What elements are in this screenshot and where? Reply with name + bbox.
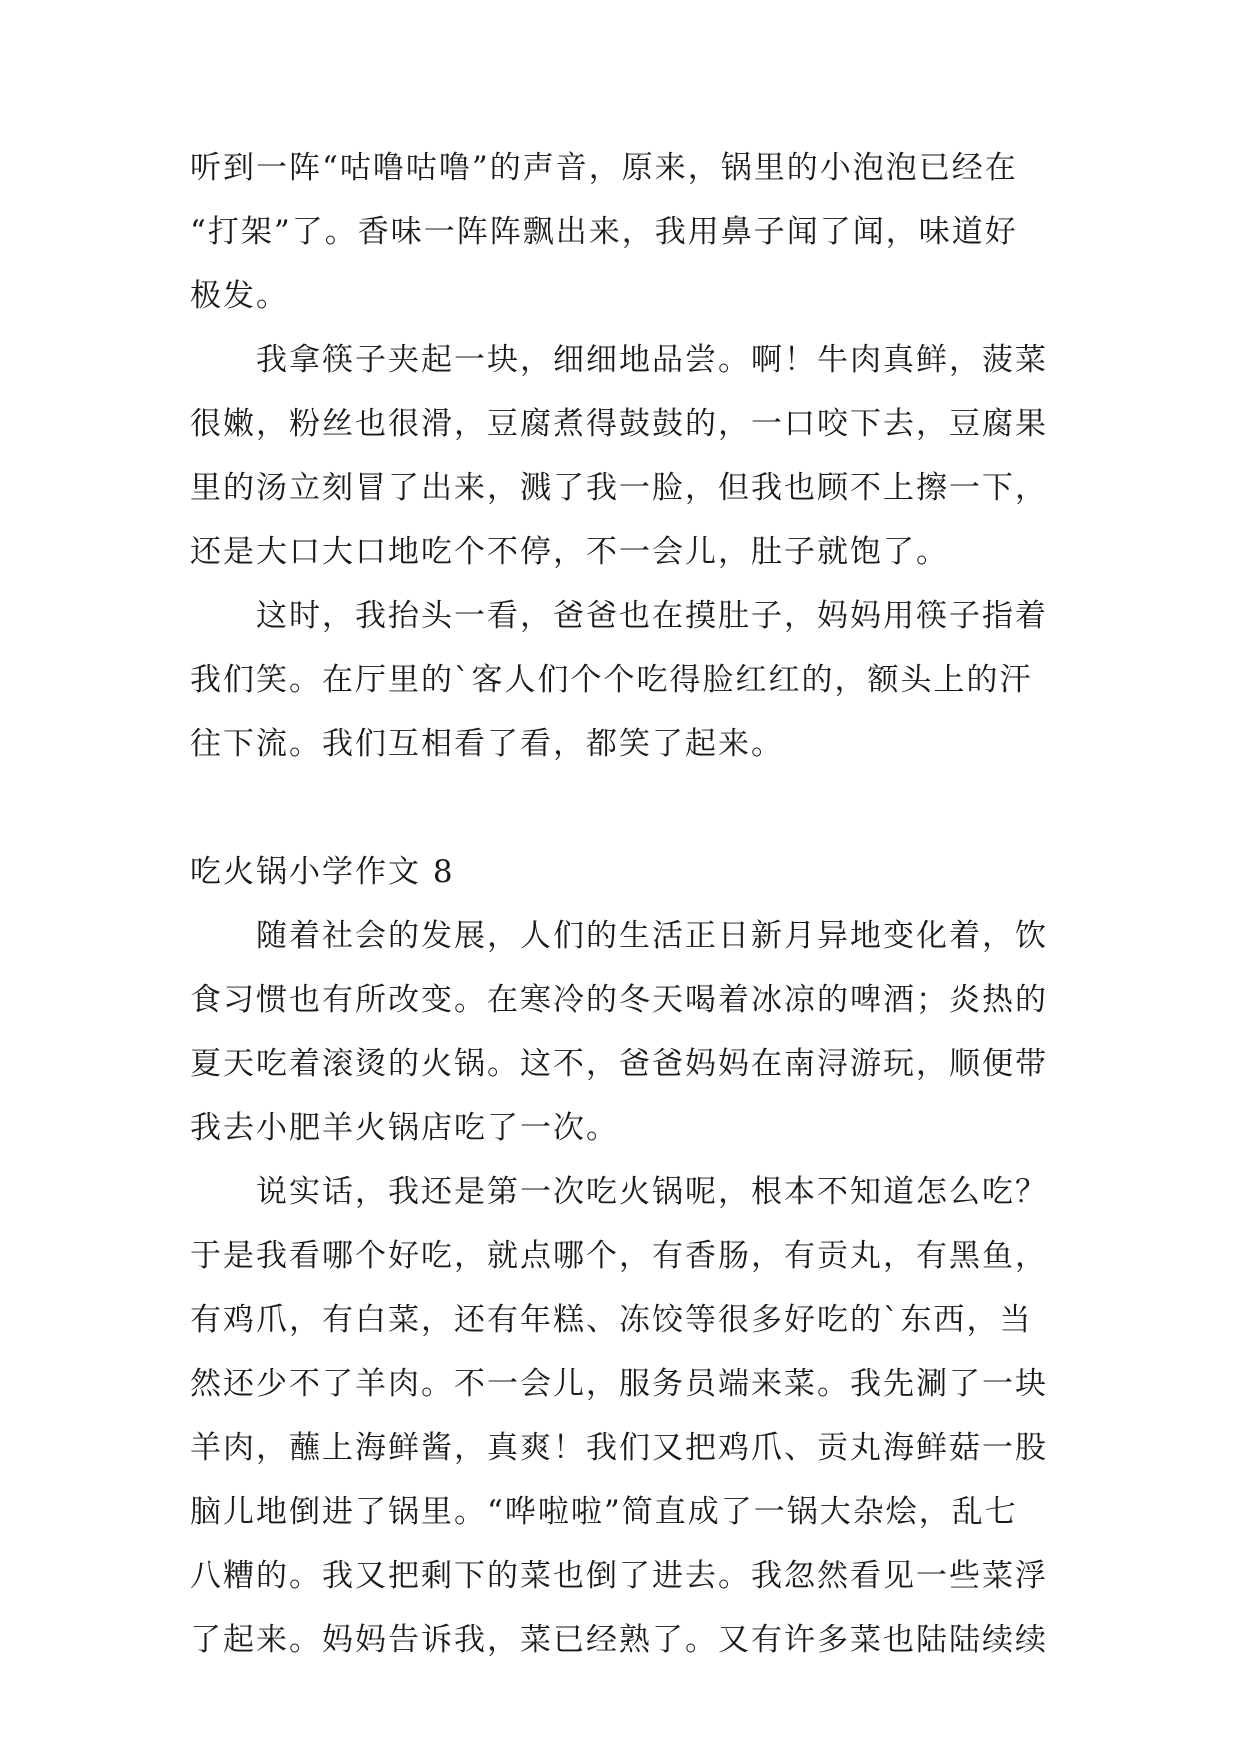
- paragraph-line: 我拿筷子夹起一块，细细地品尝。啊！牛肉真鲜，菠菜: [256, 342, 1048, 378]
- paragraph-line: 然还少不了羊肉。不一会儿，服务员端来菜。我先涮了一块: [190, 1366, 1048, 1402]
- paragraph-line: 我去小肥羊火锅店吃了一次。: [190, 1110, 619, 1146]
- paragraph-line: 了起来。妈妈告诉我，菜已经熟了。又有许多菜也陆陆续续: [190, 1622, 1048, 1658]
- paragraph-line: 随着社会的发展，人们的生活正日新月异地变化着，饮: [256, 918, 1048, 954]
- section-title: 吃火锅小学作文 8: [190, 854, 455, 890]
- paragraph-line: 往下流。我们互相看了看，都笑了起来。: [190, 726, 784, 762]
- paragraph-line: 听到一阵“咕噜咕噜”的声音，原来，锅里的小泡泡已经在: [190, 150, 1018, 186]
- paragraph-line: 我们笑。在厅里的`客人们个个吃得脸红红的，额头上的汗: [190, 662, 1033, 698]
- paragraph-line: 这时，我抬头一看，爸爸也在摸肚子，妈妈用筷子指着: [256, 598, 1048, 634]
- paragraph-line: 有鸡爪，有白菜，还有年糕、冻饺等很多好吃的`东西，当: [190, 1302, 1033, 1338]
- paragraph-line: 于是我看哪个好吃，就点哪个，有香肠，有贡丸，有黑鱼，: [190, 1238, 1048, 1274]
- paragraph-line: 夏天吃着滚烫的火锅。这不，爸爸妈妈在南浔游玩，顺便带: [190, 1046, 1048, 1082]
- paragraph-line: 里的汤立刻冒了出来，溅了我一脸，但我也顾不上擦一下，: [190, 470, 1048, 506]
- paragraph-line: 很嫩，粉丝也很滑，豆腐煮得鼓鼓的，一口咬下去，豆腐果: [190, 406, 1048, 442]
- paragraph-line: 八糟的。我又把剩下的菜也倒了进去。我忽然看见一些菜浮: [190, 1558, 1048, 1594]
- paragraph-line: 脑儿地倒进了锅里。“哗啦啦”简直成了一锅大杂烩，乱七: [190, 1494, 1018, 1530]
- paragraph-line: “打架”了。香味一阵阵飘出来，我用鼻子闻了闻，味道好: [190, 214, 1018, 250]
- paragraph-line: 极发。: [190, 278, 289, 314]
- paragraph-line: 还是大口大口地吃个不停，不一会儿，肚子就饱了。: [190, 534, 949, 570]
- paragraph-line: 羊肉，蘸上海鲜酱，真爽！我们又把鸡爪、贡丸海鲜菇一股: [190, 1430, 1048, 1466]
- paragraph-line: 说实话，我还是第一次吃火锅呢，根本不知道怎么吃？: [256, 1174, 1048, 1210]
- paragraph-line: 食习惯也有所改变。在寒冷的冬天喝着冰凉的啤酒；炎热的: [190, 982, 1048, 1018]
